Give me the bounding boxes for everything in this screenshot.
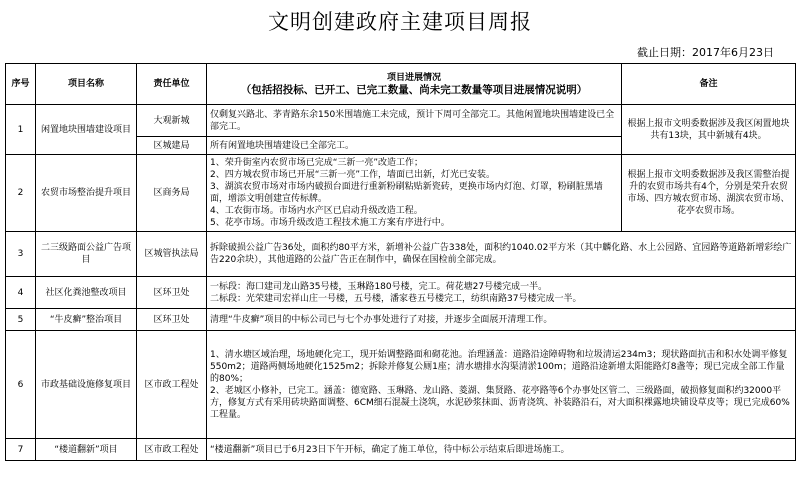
progress-line: “楼道翻新”项目已于6月23日下午开标，确定了施工单位，待中标公示结束后即进场施工。 — [210, 444, 570, 455]
row-seq: 4 — [6, 277, 36, 309]
row-project-name: 二三级路面公益广告项目 — [36, 232, 137, 277]
table-row — [6, 331, 796, 439]
header-progress-subtitle: （包括招投标、已开工、已完工数量、尚未完工数量等项目进展情况说明） — [240, 83, 588, 96]
row-seq: 6 — [6, 331, 36, 439]
progress-line: 清理“牛皮癣”项目的中标公司已与七个办事处进行了对接，并逐步全面展开清理工作。 — [210, 314, 553, 325]
header-seq: 序号 — [6, 64, 36, 105]
progress-line: 一标段：海口建司龙山路35号楼，玉琳路180号楼，完工。荷花塘27号楼完成一半。 — [210, 281, 548, 292]
table-row — [6, 232, 796, 277]
table-row — [6, 439, 796, 461]
project-table — [5, 63, 796, 461]
row-remark: 根据上报市文明委数据涉及我区需整治提升的农贸市场共有4个，分别是荣升农贸市场、四方城农贸市场、湖滨农贸市场、花亭农贸市场。 — [622, 155, 796, 232]
header-remark: 备注 — [622, 64, 796, 105]
row-dept: 区市政工程处 — [137, 439, 207, 461]
row-progress — [207, 309, 796, 331]
row-seq: 7 — [6, 439, 36, 461]
row-dept: 大观新城 — [137, 105, 207, 137]
row-progress — [207, 277, 796, 309]
header-progress-title: 项目进展情况 — [386, 72, 441, 83]
table-row — [6, 277, 796, 309]
header-name: 项目名称 — [36, 64, 137, 105]
progress-line: 所有闲置地块围墙建设已全部完工。 — [210, 140, 355, 151]
table-row — [6, 105, 796, 137]
row-project-name: 社区化粪池整改项目 — [36, 277, 137, 309]
progress-line: 拆除破损公益广告36处，面积约80平方米，新增补公益广告338处，面积约1040.02平方米（其中麟化路、水上公园路、宜园路等道路新增彩绘广告220余块），其他道路的公益广告正在制作中，确保在国检前全部完成。 — [210, 243, 792, 265]
row-seq: 2 — [6, 155, 36, 232]
row-project-name: “牛皮癣”整治项目 — [36, 309, 137, 331]
row-project-name: 闲置地块围墙建设项目 — [36, 105, 137, 155]
progress-line: 2、老城区小修补，已完工。涵盖：德宽路、玉琳路、龙山路、菱湖、集贤路、花亭路等6个办事处区管二、三级路面，破损修复面积约32000平方，修复方式有采用砖块路面调整、6CM细石混凝土浇筑，水泥砂浆抹面、沥青浇筑、补装路沿石，对大面积裸露地块铺设草皮等；现已完成60%工程量。 — [210, 385, 790, 420]
row-progress — [207, 155, 622, 232]
row-project-name: “楼道翻新”项目 — [36, 439, 137, 461]
row-dept: 区环卫处 — [137, 277, 207, 309]
progress-line: 1、清水塘区域治理，场地硬化完工，现开始调整路面和砌花池。治理涵盖：道路沿途障碍物和垃圾清运234m3；现状路面抗击和积水处调平修复550m2；道路两侧场地硬化1525m2；拆除并修复公厕1座；清水塘排水沟渠清淤100m；道路沿途新增太阳能路灯8盏等；现已完成全部工作量的80%； — [210, 349, 788, 384]
row-seq: 1 — [6, 105, 36, 155]
report-date: 截止日期：2017年6月23日 — [637, 46, 774, 59]
row-project-name: 市政基础设施修复项目 — [36, 331, 137, 439]
table-row — [6, 309, 796, 331]
progress-line: 4、工农街市场。市场内水产区已启动升级改造工程。 — [210, 206, 423, 216]
table-row — [6, 155, 796, 232]
row-remark: 根据上报市文明委数据涉及我区闲置地块共有13块，其中新城有4块。 — [622, 105, 796, 155]
progress-line: 5、花亭市场。市场升级改造工程技术施工方案有序进行中。 — [210, 218, 450, 228]
progress-line: 二标段：光荣建司宏祥山庄一号楼，五号楼，潘家巷五号楼完工，纺织南路37号楼完成一半。 — [210, 293, 582, 304]
row-dept: 区城建局 — [137, 137, 207, 155]
report-title: 文明创建政府主建项目周报 — [268, 10, 532, 34]
row-progress — [207, 105, 622, 137]
row-progress — [207, 439, 796, 461]
row-dept: 区市政工程处 — [137, 331, 207, 439]
header-dept: 责任单位 — [137, 64, 207, 105]
progress-line: 2、四方城农贸市场已开展“三新一亮”工作，墙面已出新，灯光已安装。 — [210, 170, 496, 180]
row-progress — [207, 232, 796, 277]
row-project-name: 农贸市场整治提升项目 — [36, 155, 137, 232]
row-dept: 区商务局 — [137, 155, 207, 232]
row-dept: 区环卫处 — [137, 309, 207, 331]
row-progress — [207, 331, 796, 439]
header-progress — [207, 64, 622, 105]
progress-line: 3、湖滨农贸市场对市场内破损台面进行重新粉刷粘贴新瓷砖，更换市场内灯泡、灯罩，粉刷脏黑墙面，增添文明创建宣传标牌。 — [210, 182, 603, 204]
row-seq: 5 — [6, 309, 36, 331]
progress-line: 仅剩复兴路北、茅青路东余150米围墙施工未完成，预计下周可全部完工。其他闲置地块围墙建设已全部完工。 — [210, 109, 615, 132]
row-seq: 3 — [6, 232, 36, 277]
row-progress — [207, 137, 622, 155]
row-dept: 区城管执法局 — [137, 232, 207, 277]
progress-line: 1、荣升街室内农贸市场已完成“三新一亮”改造工作； — [210, 158, 424, 168]
